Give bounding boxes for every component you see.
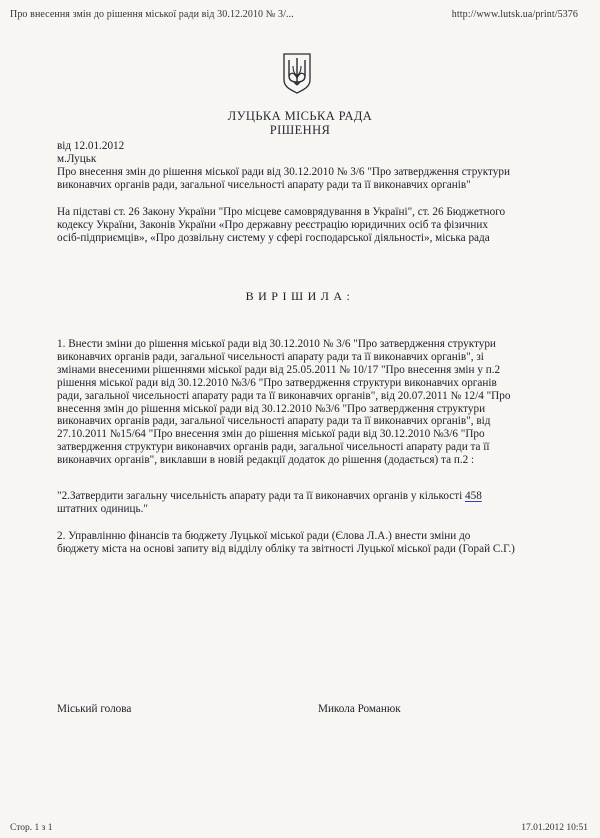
item1-line: 27.10.2011 №15/64 "Про внесення змін до рішення міської ради від 30.12.2010 №3/6 "Про [57,428,485,441]
item1-line: змінами внесеними рішеннями міської ради від 25.05.2011 № 10/17 "Про внесення змін у п.2 [57,363,501,376]
resolution-item-1 [57,338,577,467]
resolution-item-2 [57,530,577,556]
document-meta [57,140,577,166]
council-heading [0,109,600,137]
item1-line: виконавчих органів", виклавши в новій редакції додаток до рішення (додається) та п.2 : [57,454,475,467]
basis-line: кодексу України, Законів України «Про державну реєстрацію юридичних осіб та фізичних [57,218,488,231]
quote-text: "2.Затвердити загальну чисельність апарату ради та її виконавчих органів у кількості [57,490,466,502]
signatory-name: Микола Романюк [318,703,401,715]
title-line: Про внесення змін до рішення міської ради від 30.12.2010 № 3/6 "Про затвердження структури [57,166,510,178]
item2-line: 2. Управлінню фінансів та бюджету Луцької міської ради (Єлова Л.А.) внести зміни до [57,530,471,542]
item1-line: рішення міської ради від 30.12.2010 №3/6 "Про затвердження структури виконавчих органів [57,376,497,389]
item1-line: внесення змін до рішення міської ради від 30.12.2010 №3/6 "Про затвердження структури [57,402,486,415]
document-date: від 12.01.2012 [57,140,125,152]
page-counter: Стор. 1 з 1 [10,823,53,833]
document-city: м.Луцьк [57,152,97,165]
quote-line [57,490,577,503]
item1-line: 1. Внести зміни до рішення міської ради від 30.12.2010 № 3/6 "Про затвердження структури [57,338,496,350]
signatory-position: Міський голова [57,703,132,715]
print-header-url: http://www.lutsk.ua/print/5376 [451,9,578,20]
item2-line: бюджету міста на основі запиту від відділу обліку та звітності Луцької міської ради (Горай С.Г.) [57,542,515,555]
amended-clause-quote [57,490,577,516]
resolved-heading: ВИРІШИЛА: [245,289,355,303]
item1-line: затвердження структури виконавчих органів ради, загальної чисельності апарату ради та її [57,441,490,454]
print-timestamp: 17.01.2012 10:51 [521,823,588,833]
document-title [57,166,577,192]
title-line: виконавчих органів ради, загальної чисельності апарату ради та її виконавчих органів" [57,178,471,191]
staff-count-number: 458 [465,490,482,502]
quote-line: штатних одиниць." [57,502,148,515]
item1-line: виконавчих органів ради, загальної чисельності апарату ради та її виконавчих органів", від [57,415,491,428]
basis-line: На підставі ст. 26 Закону України "Про місцеве самоврядування в Україні", ст. 26 Бюджетного [57,206,506,218]
document-type: РІШЕННЯ [269,123,331,137]
basis-line: осіб-підприємців», «Про дозвільну систему у сфері господарської діяльності», міська рада [57,231,490,244]
item1-line: ради, загальної чисельності апарату ради та її виконавчих органів", від 20.07.2011 № 12/4 "Про [57,389,511,402]
item1-line: виконавчих органів ради, загальної чисельності апарату ради та її виконавчих органів", зі [57,350,484,363]
print-header-title: Про внесення змін до рішення міської ради від 30.12.2010 № 3/... [10,9,294,20]
legal-basis-paragraph [57,206,577,245]
council-name: ЛУЦЬКА МІСЬКА РАДА [227,109,373,123]
trident-coat-of-arms-icon [282,52,312,94]
